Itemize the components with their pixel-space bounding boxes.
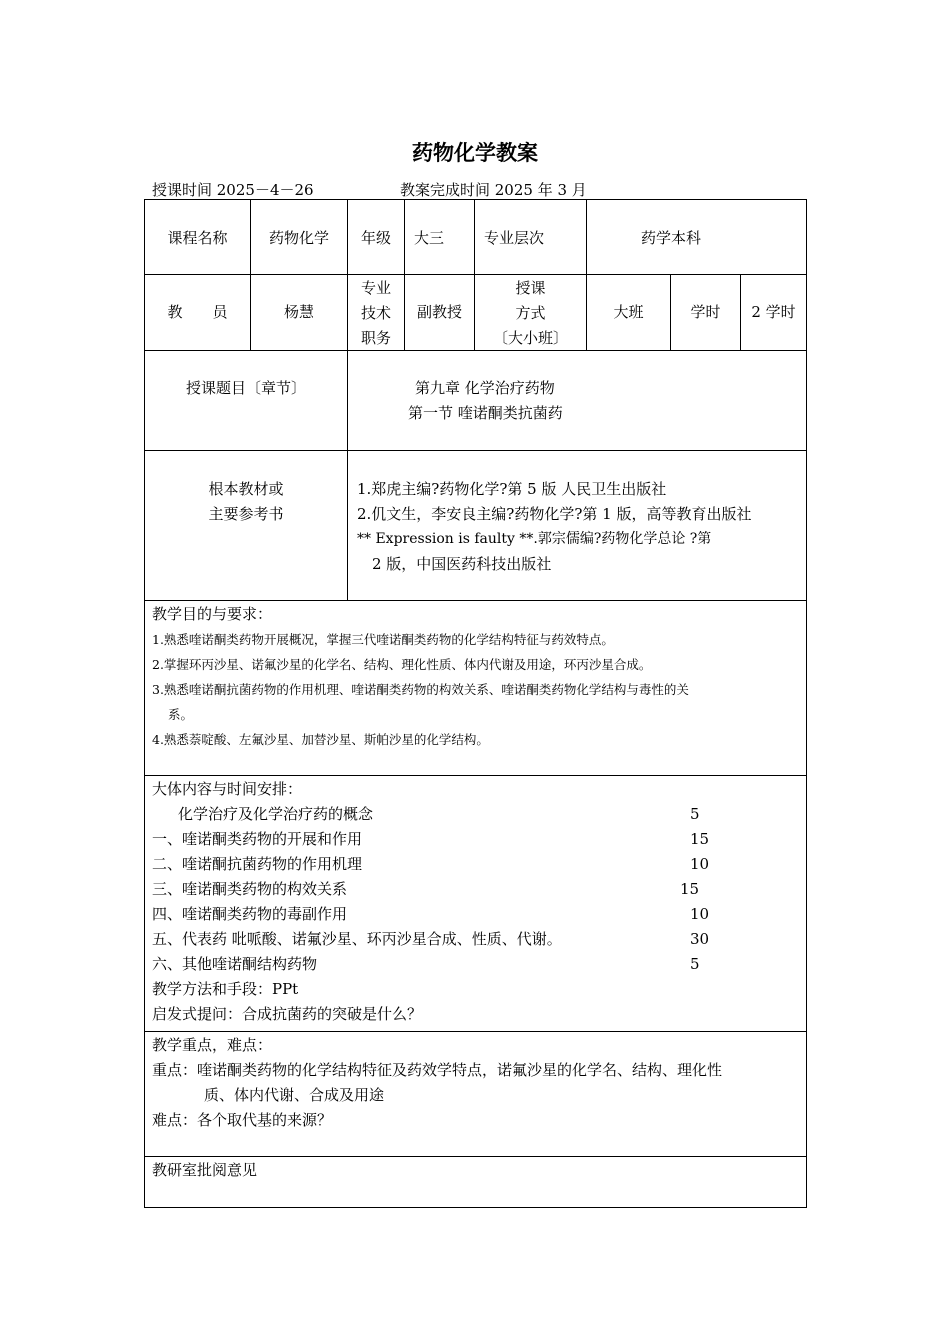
title-label-line: 职务 — [360, 329, 391, 347]
books-label-line: 根本教材或 — [208, 480, 284, 498]
content-row-time: 10 — [690, 905, 710, 923]
course-value: 药物化学 — [268, 229, 329, 247]
content-row-text: 三、喹诺酮类药物的构效关系 — [152, 880, 348, 898]
mode-label-line: 授课 — [515, 279, 546, 297]
goal-item: 4.熟悉萘啶酸、左氟沙星、加替沙星、斯帕沙星的化学结构。 — [152, 732, 489, 747]
hours-label: 学时 — [690, 303, 721, 321]
level-value: 药学本科 — [640, 229, 701, 247]
content-row-time: 15 — [680, 880, 700, 898]
row-divider — [144, 450, 807, 451]
books-label — [145, 477, 347, 527]
table-border-top — [144, 199, 807, 200]
mode-label-line: 方式 — [515, 304, 546, 322]
hours-value: 2 学时 — [751, 303, 796, 321]
mode-value: 大班 — [613, 303, 644, 321]
topic-line: 第九章 化学治疗药物 — [415, 379, 555, 397]
content-row-text: 化学治疗及化学治疗药的概念 — [178, 805, 374, 823]
row-divider — [144, 775, 807, 776]
row-divider — [144, 600, 807, 601]
book-item: 1.郑虎主编?药物化学?第 5 版 人民卫生出版社 — [357, 480, 667, 498]
grade-label: 年级 — [360, 229, 391, 247]
books-label-line: 主要参考书 — [208, 505, 284, 523]
col-divider — [250, 199, 251, 351]
content-row-text: 一、喹诺酮类药物的开展和作用 — [152, 830, 363, 848]
row-divider — [144, 1031, 807, 1032]
teacher-label: 教 员 — [167, 303, 228, 321]
content-row-time: 15 — [690, 830, 710, 848]
title-label — [348, 276, 404, 351]
col-divider — [586, 199, 587, 351]
title-label-line: 技术 — [360, 304, 391, 322]
review-heading: 教研室批阅意见 — [152, 1161, 258, 1179]
complete-time: 教案完成时间 2025 年 3 月 — [400, 181, 587, 199]
document-title: 药物化学教案 — [412, 141, 538, 165]
goal-item: 2.掌握环丙沙星、诺氟沙星的化学名、结构、理化性质、体内代谢及用途，环丙沙星合成。 — [152, 657, 652, 672]
content-row-text: 二、喹诺酮抗菌药物的作用机理 — [152, 855, 363, 873]
difficulty-line: 难点：各个取代基的来源？ — [152, 1111, 333, 1129]
keypoint-line: 重点：喹诺酮类药物的化学结构特征及药效学特点，诺氟沙星的化学名、结构、理化性 — [152, 1061, 723, 1079]
content-row-time: 5 — [690, 955, 700, 973]
col-divider — [347, 199, 348, 601]
table-border-bottom — [144, 1207, 807, 1208]
row-divider — [144, 1156, 807, 1157]
title-value: 副教授 — [416, 303, 462, 321]
mode-label-line: 〔大小班〕 — [492, 329, 568, 347]
teacher-value: 杨慧 — [283, 303, 314, 321]
grade-value: 大三 — [414, 229, 445, 247]
content-row-time: 30 — [690, 930, 710, 948]
content-row-text: 五、代表药 吡哌酸、诺氟沙星、环丙沙星合成、性质、代谢。 — [152, 930, 562, 948]
goal-item: 系。 — [168, 707, 194, 722]
book-item: ** Expression is faulty **.郭宗儒编?药物化学总论 ?第 — [357, 531, 712, 547]
content-row-time: 10 — [690, 855, 710, 873]
content-row-time: 5 — [690, 805, 700, 823]
keypoints-heading: 教学重点，难点： — [152, 1036, 273, 1054]
level-label: 专业层次 — [484, 229, 545, 247]
keypoint-line: 质、体内代谢、合成及用途 — [204, 1086, 385, 1104]
teach-time: 授课时间 2025－4－26 — [152, 181, 314, 199]
course-label: 课程名称 — [167, 229, 228, 247]
book-item: 2.仉文生，李安良主编?药物化学?第 1 版，高等教育出版社 — [357, 505, 752, 523]
row-divider — [144, 274, 807, 275]
content-row-text: 四、喹诺酮类药物的毒副作用 — [152, 905, 348, 923]
col-divider — [404, 199, 405, 351]
topic-label: 授课题目〔章节〕 — [185, 379, 306, 397]
title-label-line: 专业 — [360, 279, 391, 297]
content-heading: 大体内容与时间安排： — [152, 780, 303, 798]
goal-item: 3.熟悉喹诺酮抗菌药物的作用机理、喹诺酮类药物的构效关系、喹诺酮类药物化学结构与毒性的关 — [152, 682, 689, 697]
heuristic-question: 启发式提问：合成抗菌药的突破是什么？ — [152, 1005, 423, 1023]
goals-heading: 教学目的与要求： — [152, 605, 273, 623]
mode-label — [475, 276, 586, 351]
goal-item: 1.熟悉喹诺酮类药物开展概况，掌握三代喹诺酮类药物的化学结构特征与药效特点。 — [152, 632, 614, 647]
book-item: 2 版，中国医药科技出版社 — [372, 555, 552, 573]
content-row-text: 六、其他喹诺酮结构药物 — [152, 955, 318, 973]
topic-line: 第一节 喹诺酮类抗菌药 — [408, 404, 563, 422]
teaching-method: 教学方法和手段：PPt — [152, 980, 299, 998]
